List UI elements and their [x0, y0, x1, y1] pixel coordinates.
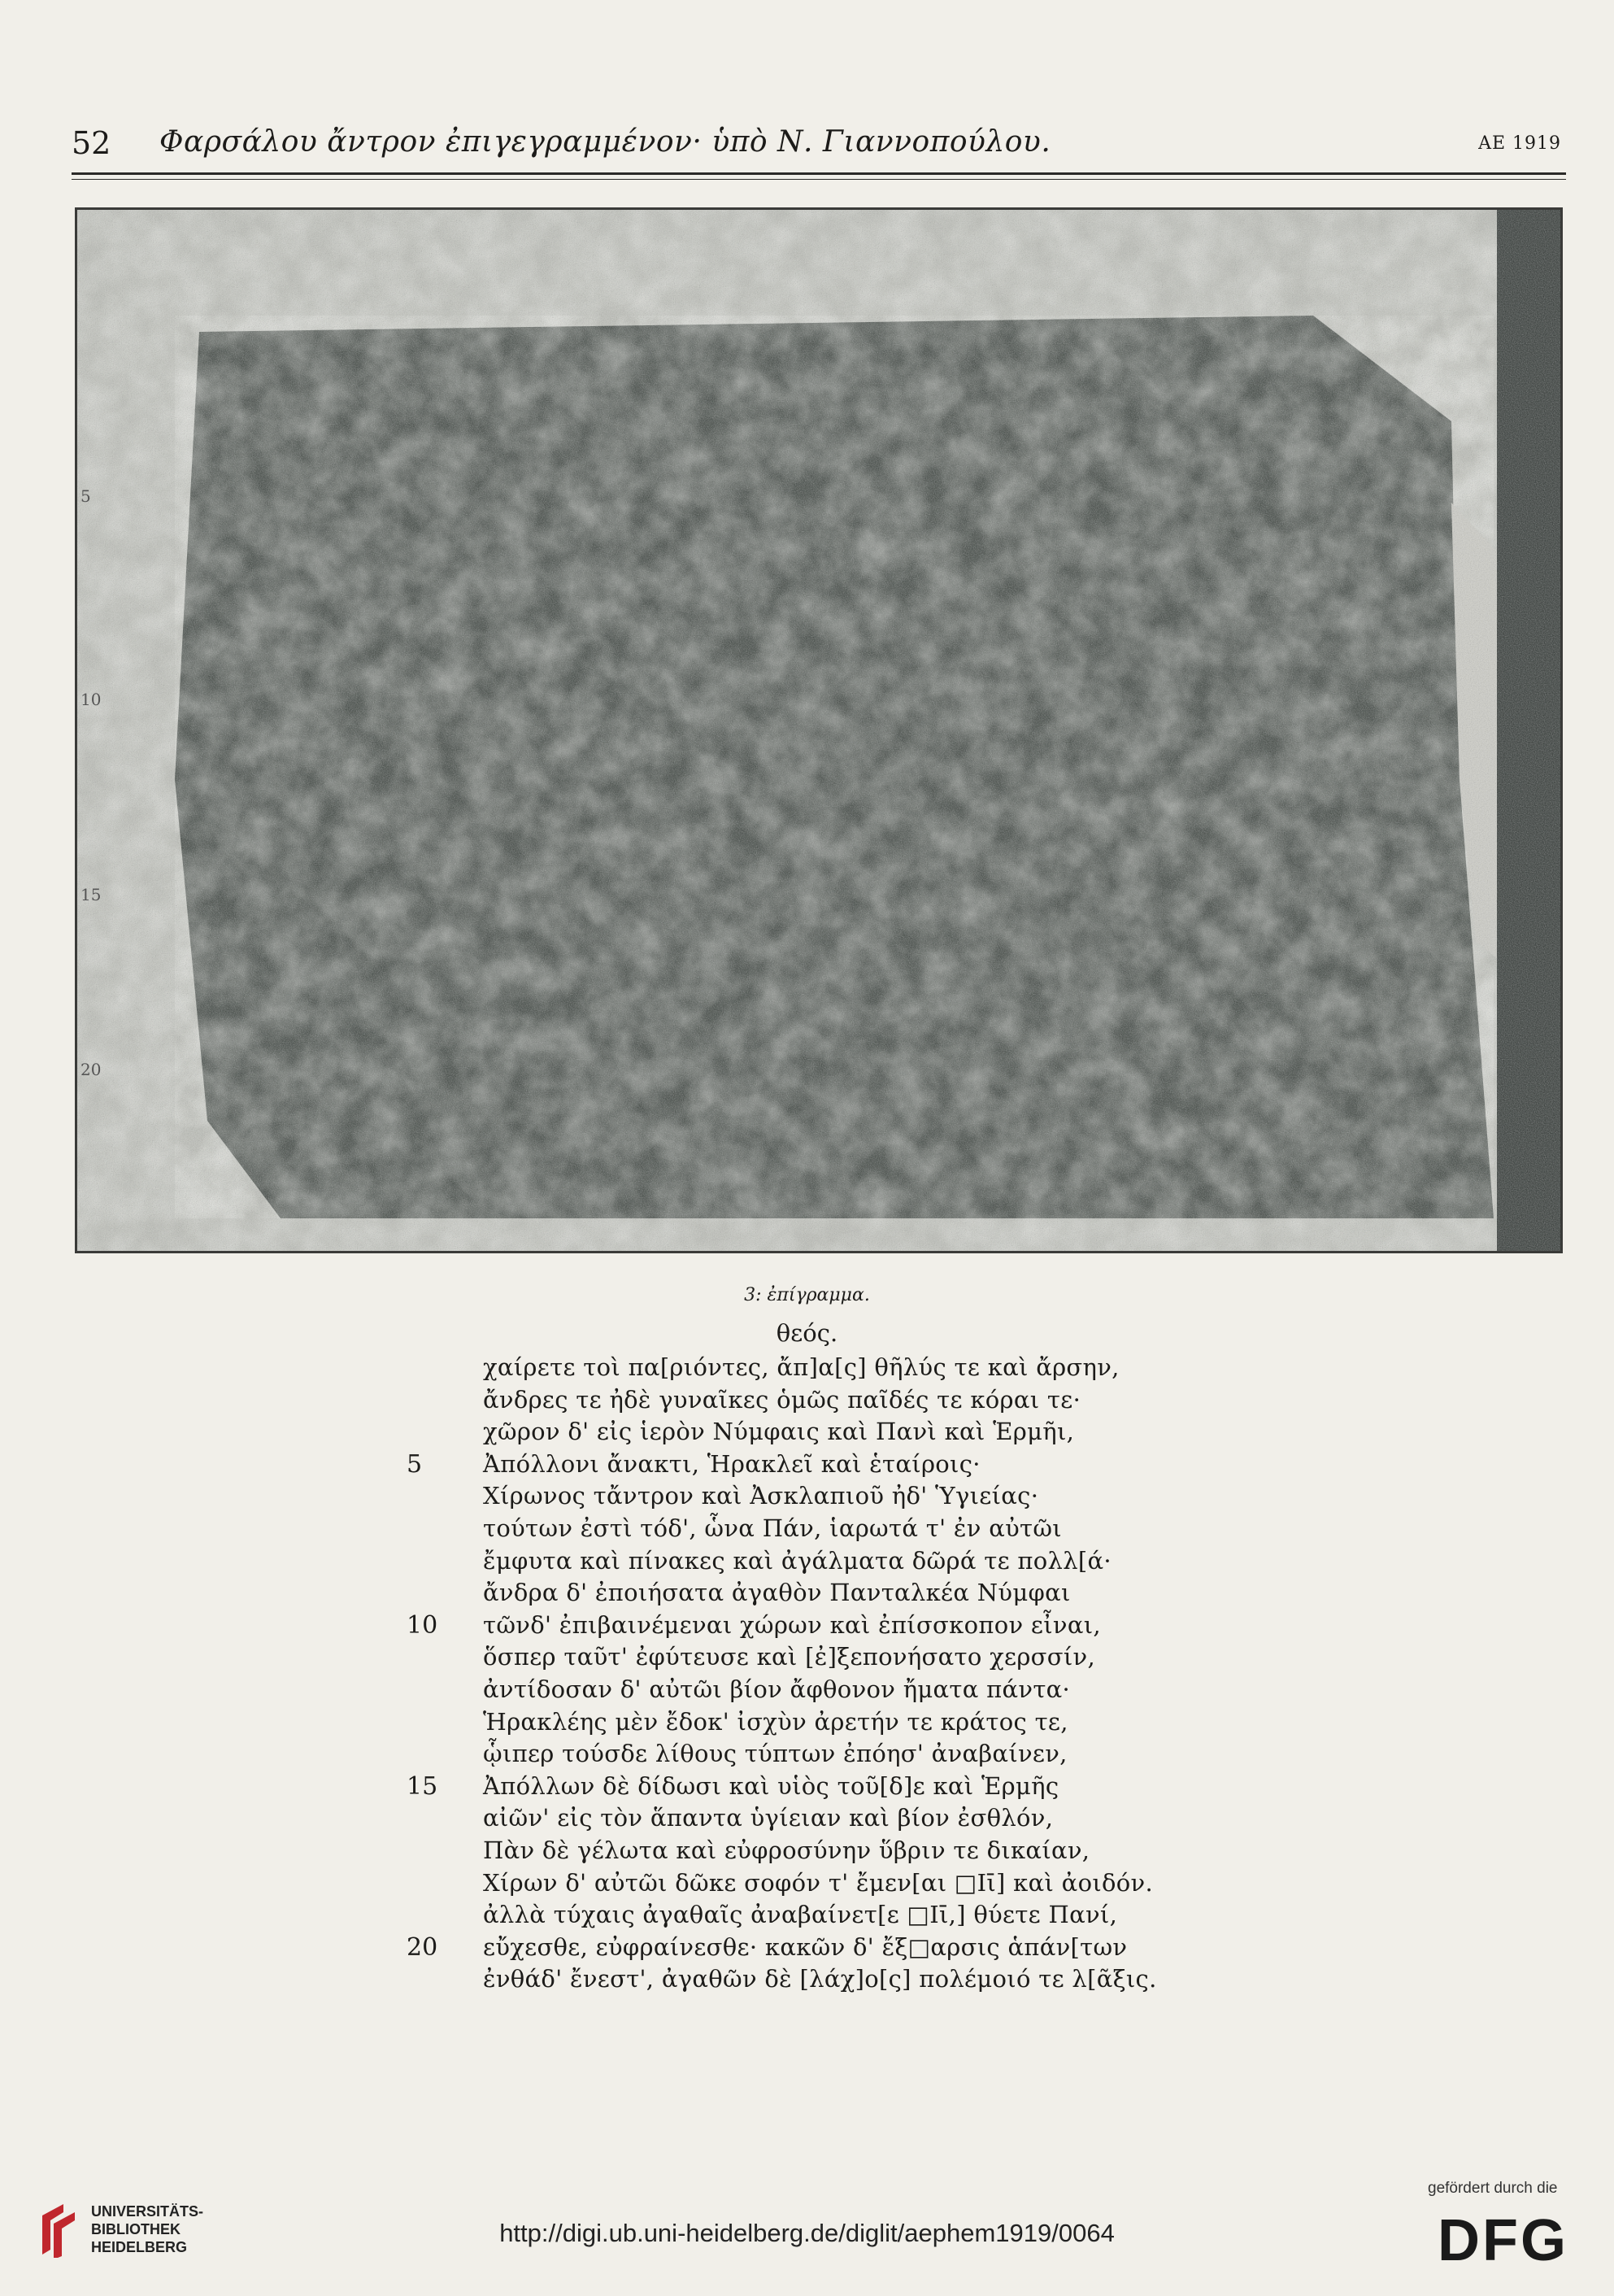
header-rule-thin — [72, 179, 1566, 180]
figure-caption: 3: ἐπίγραμμα. — [744, 1285, 870, 1305]
verse-line: εὔχεσθε, εὐφραίνεσθε· κακῶν δ' ἔξ□αρσις ἁπάν[των — [483, 1933, 1128, 1961]
verse-line: ἐνθάδ' ἔνεστ', ἀγαθῶν δὲ [λάχ]ο[ς] πολέμοιό τε λ[ᾶξις. — [483, 1965, 1157, 1993]
verse-line: Χίρωνος τἄντρον καὶ Ἀσκλαπιοῦ ἠδ' Ὑγιείας· — [483, 1482, 1039, 1510]
verse-line: Ἀπόλλονι ἄνακτι, Ἡρακλεῖ καὶ ἑταίροις· — [483, 1450, 981, 1478]
page-number: 52 — [72, 125, 111, 161]
ub-line: BIBLIOTHEK — [91, 2221, 181, 2237]
stone-photo-image — [77, 210, 1560, 1251]
verse-line: Πὰν δὲ γέλωτα καὶ εὐφροσύνην ὕβριν τε δικαίαν, — [483, 1836, 1090, 1864]
verse-line: χῶρον δ' εἰς ἱερὸν Νύμφαις καὶ Πανὶ καὶ Ἑρμῆι, — [483, 1418, 1075, 1445]
ub-line: HEIDELBERG — [91, 2239, 188, 2255]
header-rule — [72, 172, 1566, 175]
dfg-logo[interactable]: DFG — [1438, 2208, 1568, 2273]
verse-line: τῶνδ' ἐπιβαινέμεναι χώρων καὶ ἐπίσσκοπον εἶναι, — [483, 1611, 1101, 1639]
verse-line: ἀντίδοσαν δ' αὐτῶι βίον ἄφθονον ἤματα πάντα· — [483, 1675, 1071, 1703]
journal-mark: ΑΕ 1919 — [1478, 133, 1561, 154]
source-url-link[interactable]: http://digi.ub.uni-heidelberg.de/diglit/aephem1919/0064 — [499, 2219, 1115, 2247]
page-header — [72, 120, 1566, 169]
verse-line: Χίρων δ' αὐτῶι δῶκε σοφόν τ' ἔμεν[αι □Ιῑ] καὶ ἀοιδόν. — [483, 1869, 1153, 1897]
verse-line: χαίρετε τοὶ πα[ριόντες, ἄπ]α[ς] θῆλύς τε καὶ ἄρσην, — [483, 1353, 1120, 1381]
line-number: 15 — [407, 1772, 438, 1801]
line-number: 10 — [407, 1611, 438, 1640]
margin-number: 20 — [80, 1060, 102, 1079]
verse-line: ἄνδρα δ' ἐποιήσατα ἀγαθὸν Πανταλκέα Νύμφαι — [483, 1579, 1071, 1606]
verse-line: ἄνδρες τε ἠδὲ γυναῖκες ὁμῶς παῖδές τε κόραι τε· — [483, 1386, 1081, 1414]
ub-line: UNIVERSITÄTS- — [91, 2203, 204, 2220]
verse-line: ἔμφυτα καὶ πίνακες καὶ ἀγάλματα δῶρά τε πολλ[ά· — [483, 1547, 1112, 1575]
margin-number: 10 — [80, 690, 102, 709]
inscription-title: θεός. — [776, 1319, 838, 1347]
running-title: Φαρσάλου ἄντρον ἐπιγεγραμμένον· ὑπὸ Ν. Γιαννοπούλου. — [159, 125, 1051, 159]
verse-line: Ἡρακλέης μὲν ἔδοκ' ἰσχὺν ἀρετήν τε κράτος τε, — [483, 1708, 1068, 1736]
verse-line: τούτων ἐστὶ τόδ', ὧνα Πάν, ἱαρωτά τ' ἐν αὐτῶι — [483, 1514, 1062, 1542]
margin-number: 5 — [80, 486, 91, 506]
verse-line: αἰῶν' εἰς τὸν ἅπαντα ὑγίειαν καὶ βίον ἐσθλόν, — [483, 1804, 1054, 1832]
line-number: 5 — [407, 1450, 423, 1479]
verse-line: ᾧιπερ τούσδε λίθους τύπτων ἐπόησ' ἀναβαίνεν, — [483, 1740, 1068, 1767]
verse-line: ὅσπερ ταῦτ' ἐφύτευσε καὶ [ἐ]ξεπονήσατο χερσσίν, — [483, 1643, 1095, 1671]
inscription-photo — [75, 207, 1563, 1253]
verse-line: ἀλλὰ τύχαις ἀγαθαῖς ἀναβαίνετ[ε □Ιῑ,] θύετε Πανί, — [483, 1901, 1118, 1928]
margin-number: 15 — [80, 885, 102, 904]
verse-line: Ἀπόλλων δὲ δίδωσι καὶ υἱὸς τοῦ[δ]ε καὶ Ἑρμῆς — [483, 1772, 1059, 1800]
line-number: 20 — [407, 1933, 438, 1962]
funded-by-text: gefördert durch die — [1428, 2180, 1558, 2197]
